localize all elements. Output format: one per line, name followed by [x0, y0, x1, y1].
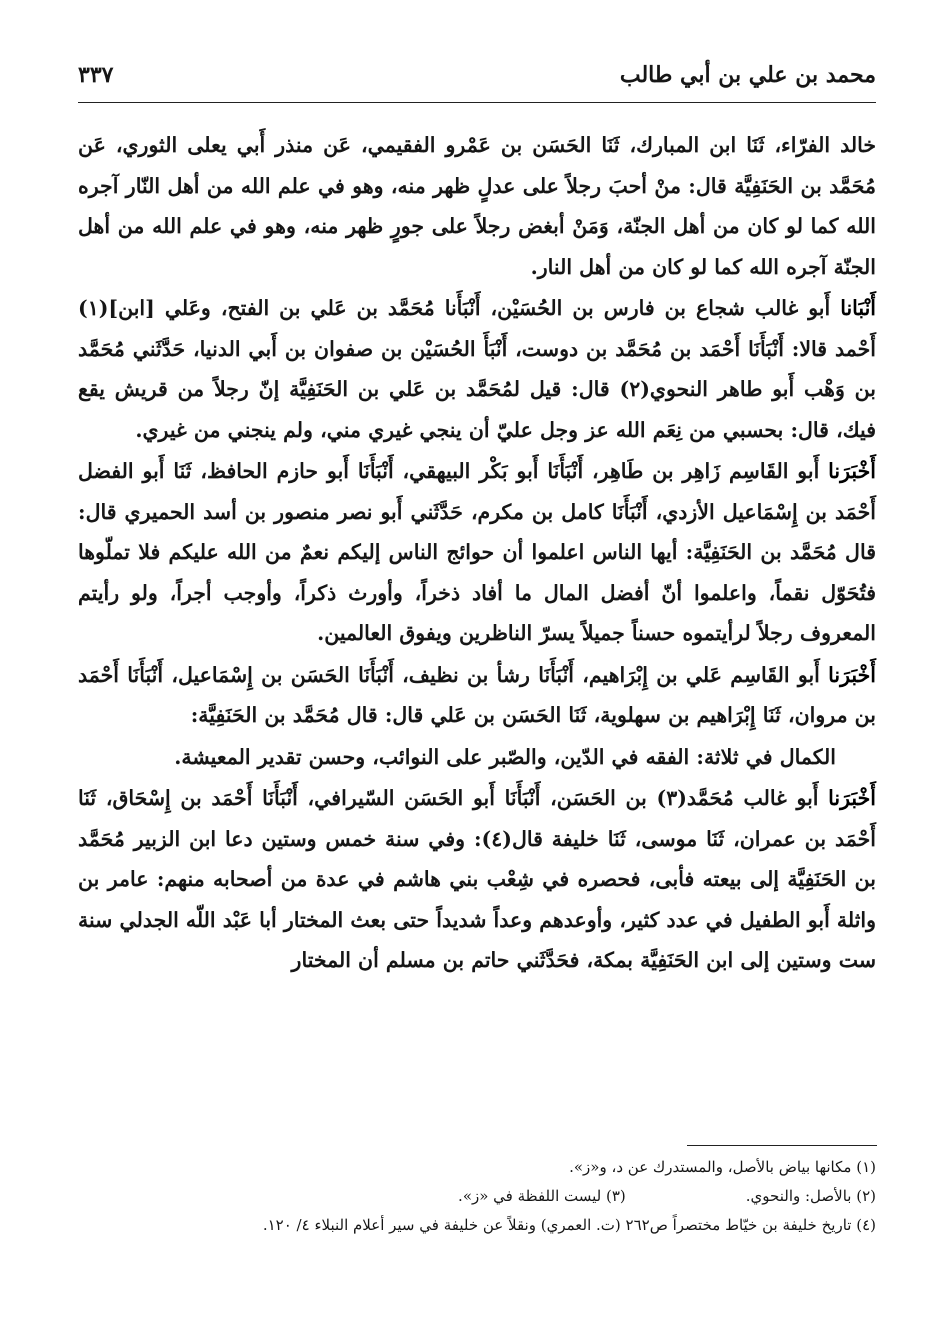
- paragraph-2: [78, 288, 876, 450]
- page-header: [78, 58, 876, 98]
- paragraph-lead: أَخْبَرَنا: [828, 459, 876, 483]
- paragraph-lead: أَخْبَرَنا: [828, 662, 876, 687]
- paragraph-lead: أَخْبَرَنا: [828, 786, 876, 810]
- paragraph-5: [78, 737, 876, 778]
- footnote-row-2-3: [78, 1182, 876, 1211]
- paragraph-text: أَبو القَاسِم زَاهِر بن طَاهِر، أَنْبَأَنَا أَبو بَكْر البيهقي، أَنْبَأَنَا أَبو حازم الحافظ، ثَنَا أَبو الفضل أَحْمَد بن إِسْمَاعيل الأزدي، أَنْبَأَنَا كامل بن مكرم، حَدَّثَني أَبو نصر منصور بن أسد الحميري قال: قال مُحَمَّد بن الحَنَفِيَّة: أيها الناس اعلموا أن حوائج الناس إليكم نعمٌ من الله عليكم فلا تملّوها فتُحَوّل نقماً، واعلموا أنّ أفضل المال ما أفاد ذخراً، وأورث ذكراً، وأوجب أجراً، ولو رأيتم المعروف رجلاً لرأيتموه حسناً جميلاً يسرّ الناظرين ويفوق العالمين.: [78, 459, 876, 645]
- paragraph-text: الكمال في ثلاثة: الفقه في الدّين، والصّبر على النوائب، وحسن تقدير المعيشة.: [174, 744, 836, 769]
- page-number: ٣٣٧: [78, 62, 114, 88]
- footnote-1: (١) مكانها بياض بالأصل، والمستدرك عن د، و«ز».: [569, 1158, 876, 1176]
- paragraph-lead: أَنْبَانا: [840, 296, 876, 320]
- running-title: محمد بن علي بن أبي طالب: [619, 62, 876, 88]
- paragraph-text: أَبو القَاسِم عَلي بن إِبْرَاهيم، أَنْبَأَنَا رشأ بن نظيف، أَنْبَأَنَا الحَسَن بن إِسْمَاعيل، أَنْبَأَنَا أَحْمَد بن مروان، ثَنَا إِبْرَاهيم بن سهلوية، ثَنَا الحَسَن بن عَلي قال: قال مُحَمَّد بن الحَنَفِيَّة:: [78, 662, 876, 727]
- paragraph-1: [78, 125, 876, 287]
- header-rule: [78, 102, 876, 103]
- footnotes: [78, 1153, 876, 1240]
- paragraph-3: [78, 451, 876, 654]
- footnote-2: (٢) بالأصل: والنحوي.: [745, 1187, 876, 1205]
- footnote-3: (٣) ليست اللفظة في «ز».: [458, 1187, 626, 1205]
- paragraph-text: أَبو غالب مُحَمَّد(٣) بن الحَسَن، أَنْبَأَنَا أَبو الحَسَن السّيرافي، أَنْبَأَنَا أَحْمَد بن إِسْحَاق، ثَنَا أَحْمَد بن عمران، ثَنَا موسى، ثَنَا خليفة قال(٤): وفي سنة خمس وستين دعا ابن الزبير مُحَمَّد بن الحَنَفِيَّة إلى بيعته فأبى، فحصره في شِعْب بني هاشم في عدة من أصحابه منهم: عامر بن واثلة أَبو الطفيل في عدد كثير، وأوعدهم وعداً شديداً حتى بعث المختار أبا عَبْد اللّه الجدلي سنة ست وستين إلى ابن الحَنَفِيَّة بمكة، فحَدَّثَني حاتم بن مسلم أن المختار: [78, 786, 876, 972]
- main-text: [78, 125, 876, 982]
- paragraph-4: [78, 655, 876, 736]
- paragraph-6: [78, 778, 876, 981]
- paragraph-text: خالد الفرّاء، ثَنَا ابن المبارك، ثَنَا الحَسَن بن عَمْرو الفقيمي، عَن منذر أَبي يعلى الثوري، عَن مُحَمَّد بن الحَنَفِيَّة قال: منْ أحبَ رجلاً على عدلٍ ظهر منه، وهو في علم الله من أهل النّار آجره الله كما لو كان من أهل الجنّة، وَمَنْ أبغض رجلاً على جورٍ ظهر منه، وهو في علم الله من أهل الجنّة آجره الله كما لو كان من أهل النار.: [78, 133, 876, 279]
- footnote-rule: [687, 1145, 877, 1146]
- paragraph-text: أَبو غالب شجاع بن فارس بن الحُسَيْن، أَنْبَأَنا مُحَمَّد بن عَلي بن الفتح، وعَلي [ابن](١) أَحْمد قالا: أَنْبَأَنَا أَحْمَد بن مُحَمَّد بن دوست، أَنْبَأَ الحُسَيْن بن صفوان بن أَبي الدنيا، حَدَّثَني مُحَمَّد بن وَهْب أَبو طاهر النحوي(٢) قال: قيل لمُحَمَّد بن عَلي بن الحَنَفِيَّة إنّ رجلاً من قريش يقع فيك، قال: بحسبي من نِعَم الله عز وجل عليّ أن ينجي غيري مني، ولم ينجني من غيري.: [78, 296, 876, 442]
- footnote-4: (٤) تاريخ خليفة بن خيّاط مختصراً ص٢٦٢ (ت. العمري) ونقلاً عن خليفة في سير أعلام النبلاء ٤/ ١٢٠.: [262, 1216, 876, 1234]
